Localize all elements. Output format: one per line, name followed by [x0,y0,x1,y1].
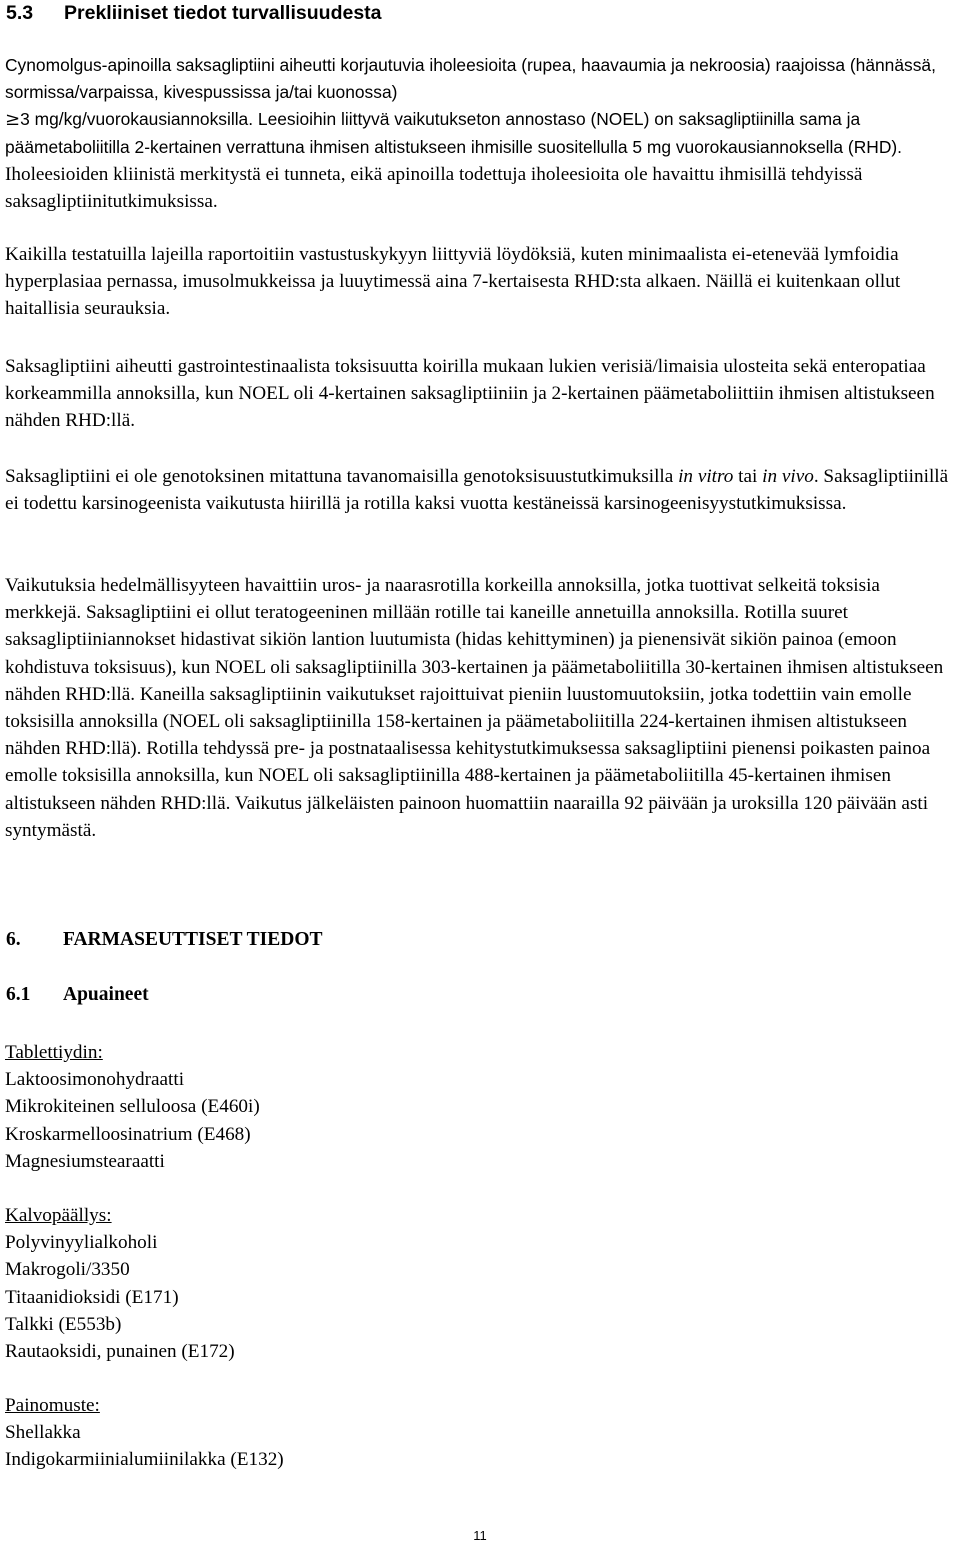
page-number: 11 [473,1528,487,1543]
section-5-3-heading [6,2,382,25]
section-6-heading [6,929,323,951]
paragraph-text: tai [733,466,763,487]
list-item: Laktoosimonohydraatti [5,1069,185,1091]
paragraph-text: Saksagliptiini ei ole genotoksinen mitattuna tavanomaisilla genotoksisuustutkimuksilla [5,466,679,487]
list-heading: Kalvopäällys: [5,1205,112,1226]
list-item: Makrogoli/3350 [5,1259,130,1281]
section-number: 6. [6,929,21,950]
list-heading: Painomuste: [5,1395,100,1416]
italic-text: in vivo [762,466,814,487]
paragraph-fertility: Vaikutuksia hedelmällisyyteen havaittiin uros- ja naarasrotilla korkeilla annoksilla, jotka tuottivat selkeitä toksisia merkkejä. Saksagliptiini ei ollut teratogeeninen millään rotille tai kaneille annetuilla annoksilla. Rotilla suuret saksagliptiiniannokset hidastivat sikiön lantion luutumista (hidas kehittyminen) ja pienensivät sikiön painoa (emoon kohdistuva toksisuus), kun NOEL oli saksagliptiinilla 303-kertainen ja päämetaboliitilla 30-kertainen ihmisen altistukseen nähden RHD:llä. Kaneilla saksagliptiinin vaikutukset rajoittuivat pieniin luustomuutoksiin, jotka todettiin vain emolle toksisilla annoksilla (NOEL oli saksagliptiinilla 158-kertainen ja päämetaboliitilla 224-kertainen ihmisen altistukseen nähden RHD:llä). Rotilla tehdyssä pre- ja postnataalisessa kehitystutkimuksessa saksagliptiini pienensi poikasten painoa emolle toksisilla annoksilla, kun NOEL oli saksagliptiinilla 488-kertainen ja päämetaboliitilla 45-kertainen ihmisen altistukseen nähden RHD:llä. Vaikutus jälkeläisten painoon huomattiin naarailla 92 päivään ja uroksilla 120 päivään asti syntymästä. [5,575,944,841]
section-number: 5.3 [6,2,34,24]
paragraph-text: Leesioihin liittyvä vaikutukseton annostaso (NOEL) on saksagliptiinilla sama ja päämetaboliitilla 2-kertainen verrattuna ihmisen altistukseen ihmisille suositellulla 5 mg vuorokausiannoksella (RHD). [5,109,903,157]
section-title: FARMASEUTTISET TIEDOT [63,929,323,950]
printing-ink-list [5,1392,284,1474]
tablet-core-list [5,1039,260,1175]
paragraph-text: Iholeesioiden kliinistä merkitystä ei tunneta, eikä apinoilla todettuja iholeesioita ole havaittu ihmisillä tehdyissä saksagliptiinitutkimuksissa. [5,163,863,213]
film-coating-list [5,1202,235,1365]
italic-text: in vitro [678,466,734,487]
list-item: Kroskarmelloosinatrium (E468) [5,1123,251,1145]
greater-equal-symbol: ≥ [5,109,21,131]
section-6-1-heading [6,984,149,1006]
list-item: Rautaoksidi, punainen (E172) [5,1341,235,1363]
paragraph-skin-lesions [5,52,960,215]
list-item: Polyvinyylialkoholi [5,1232,158,1254]
section-number: 6.1 [6,984,31,1005]
section-title: Apuaineet [63,984,149,1005]
section-title: Prekliiniset tiedot turvallisuudesta [64,2,382,24]
paragraph-immune-findings: Kaikilla testatuilla lajeilla raportoitiin vastustuskykyyn liittyviä löydöksiä, kuten minimaalista ei-etenevää lymfoidia hyperplasiaa pernassa, imusolmukkeissa ja luuytimessä aina 7-kertaisesta RHD:sta alkaen. Näillä ei kuitenkaan ollut haitallisia seurauksia. [5,244,901,320]
paragraph-genotoxicity [5,463,960,517]
list-item: Mikrokiteinen selluloosa (E460i) [5,1096,260,1118]
paragraph-text: . Saksagliptiinillä ei todettu karsinogeenista vaikutusta hiirillä ja rotilla kaksi vuotta kestäneissä karsinogeenisyystutkimuksissa. [5,466,949,515]
list-item: Titaanidioksidi (E171) [5,1286,179,1308]
list-item: Magnesiumstearaatti [5,1150,165,1172]
list-item: Talkki (E553b) [5,1313,122,1335]
paragraph-gi-toxicity: Saksagliptiini aiheutti gastrointestinaalista toksisuutta koirilla mukaan lukien verisiä/limaisia ulosteita sekä enteropatiaa korkeammilla annoksilla, kun NOEL oli 4-kertainen saksagliptiiniin ja 2-kertainen päämetaboliittiin ihmisen altistukseen nähden RHD:llä. [5,356,935,432]
paragraph-text: 3 mg/kg/vuorokausiannoksilla. [20,109,254,130]
list-item: Shellakka [5,1422,81,1444]
list-heading: Tablettiydin: [5,1042,103,1063]
paragraph-text: Cynomolgus-apinoilla saksagliptiini aiheutti korjautuvia iholeesioita (rupea, haavaumia ja nekroosia) raajoissa (hännässä, sormissa/varpaissa, kivespussissa ja/tai kuonossa) [5,55,936,103]
list-item: Indigokarmiinialumiinilakka (E132) [5,1449,284,1471]
